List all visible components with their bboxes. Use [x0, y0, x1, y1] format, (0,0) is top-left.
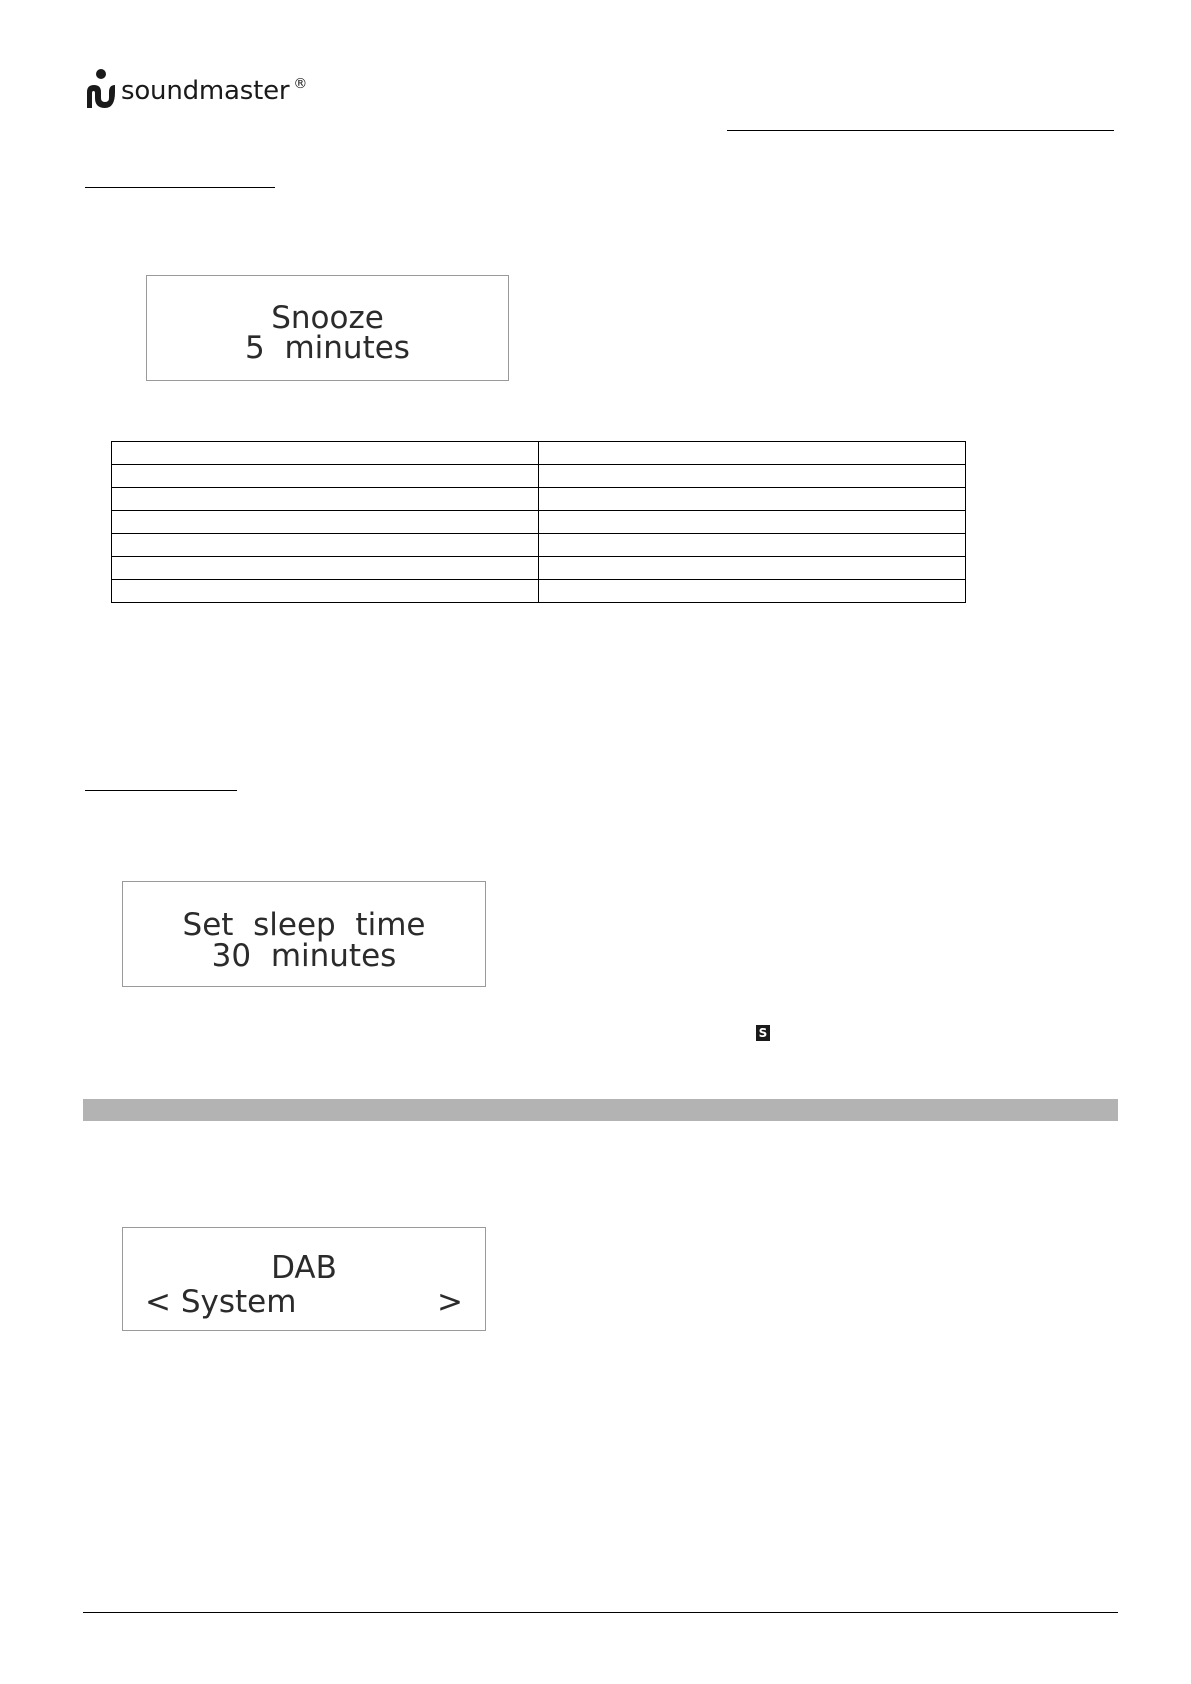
table-row	[112, 442, 966, 465]
table-cell	[539, 442, 966, 465]
table-row	[112, 580, 966, 603]
sleep-display-line2: 30 minutes	[211, 938, 397, 974]
snooze-display-line1: Snooze	[271, 300, 384, 336]
table-cell	[539, 557, 966, 580]
table-cell	[539, 465, 966, 488]
table-cell	[112, 442, 539, 465]
table-cell	[112, 534, 539, 557]
table-row	[112, 511, 966, 534]
section-heading-underline	[85, 790, 237, 791]
table-row	[112, 465, 966, 488]
sleep-indicator-icon: S	[756, 1025, 770, 1041]
table-cell	[112, 557, 539, 580]
section-header-bar	[83, 1099, 1118, 1121]
table-cell	[539, 534, 966, 557]
table-cell	[539, 488, 966, 511]
table-cell	[112, 511, 539, 534]
settings-table	[111, 441, 966, 603]
table-cell	[112, 465, 539, 488]
registered-mark: ®	[293, 76, 308, 92]
table-cell	[539, 580, 966, 603]
footer-rule	[83, 1612, 1118, 1613]
table-row	[112, 534, 966, 557]
table-row	[112, 557, 966, 580]
section-heading-underline	[85, 187, 275, 188]
table-row	[112, 488, 966, 511]
sleep-display-line1: Set sleep time	[182, 907, 426, 943]
sleep-display	[122, 881, 486, 987]
dab-display	[122, 1227, 486, 1331]
snooze-display-line2: 5 minutes	[245, 330, 410, 366]
brand-logo	[84, 68, 307, 110]
dab-display-line2-right: >	[437, 1284, 463, 1320]
soundmaster-logo-icon	[84, 68, 118, 110]
snooze-display	[146, 275, 509, 381]
dab-display-line2-left: < System	[145, 1284, 297, 1320]
brand-name: soundmaster	[121, 76, 290, 106]
table-cell	[112, 580, 539, 603]
header-rule	[727, 130, 1114, 131]
table-cell	[112, 488, 539, 511]
table-cell	[539, 511, 966, 534]
dab-display-line1: DAB	[271, 1250, 337, 1286]
